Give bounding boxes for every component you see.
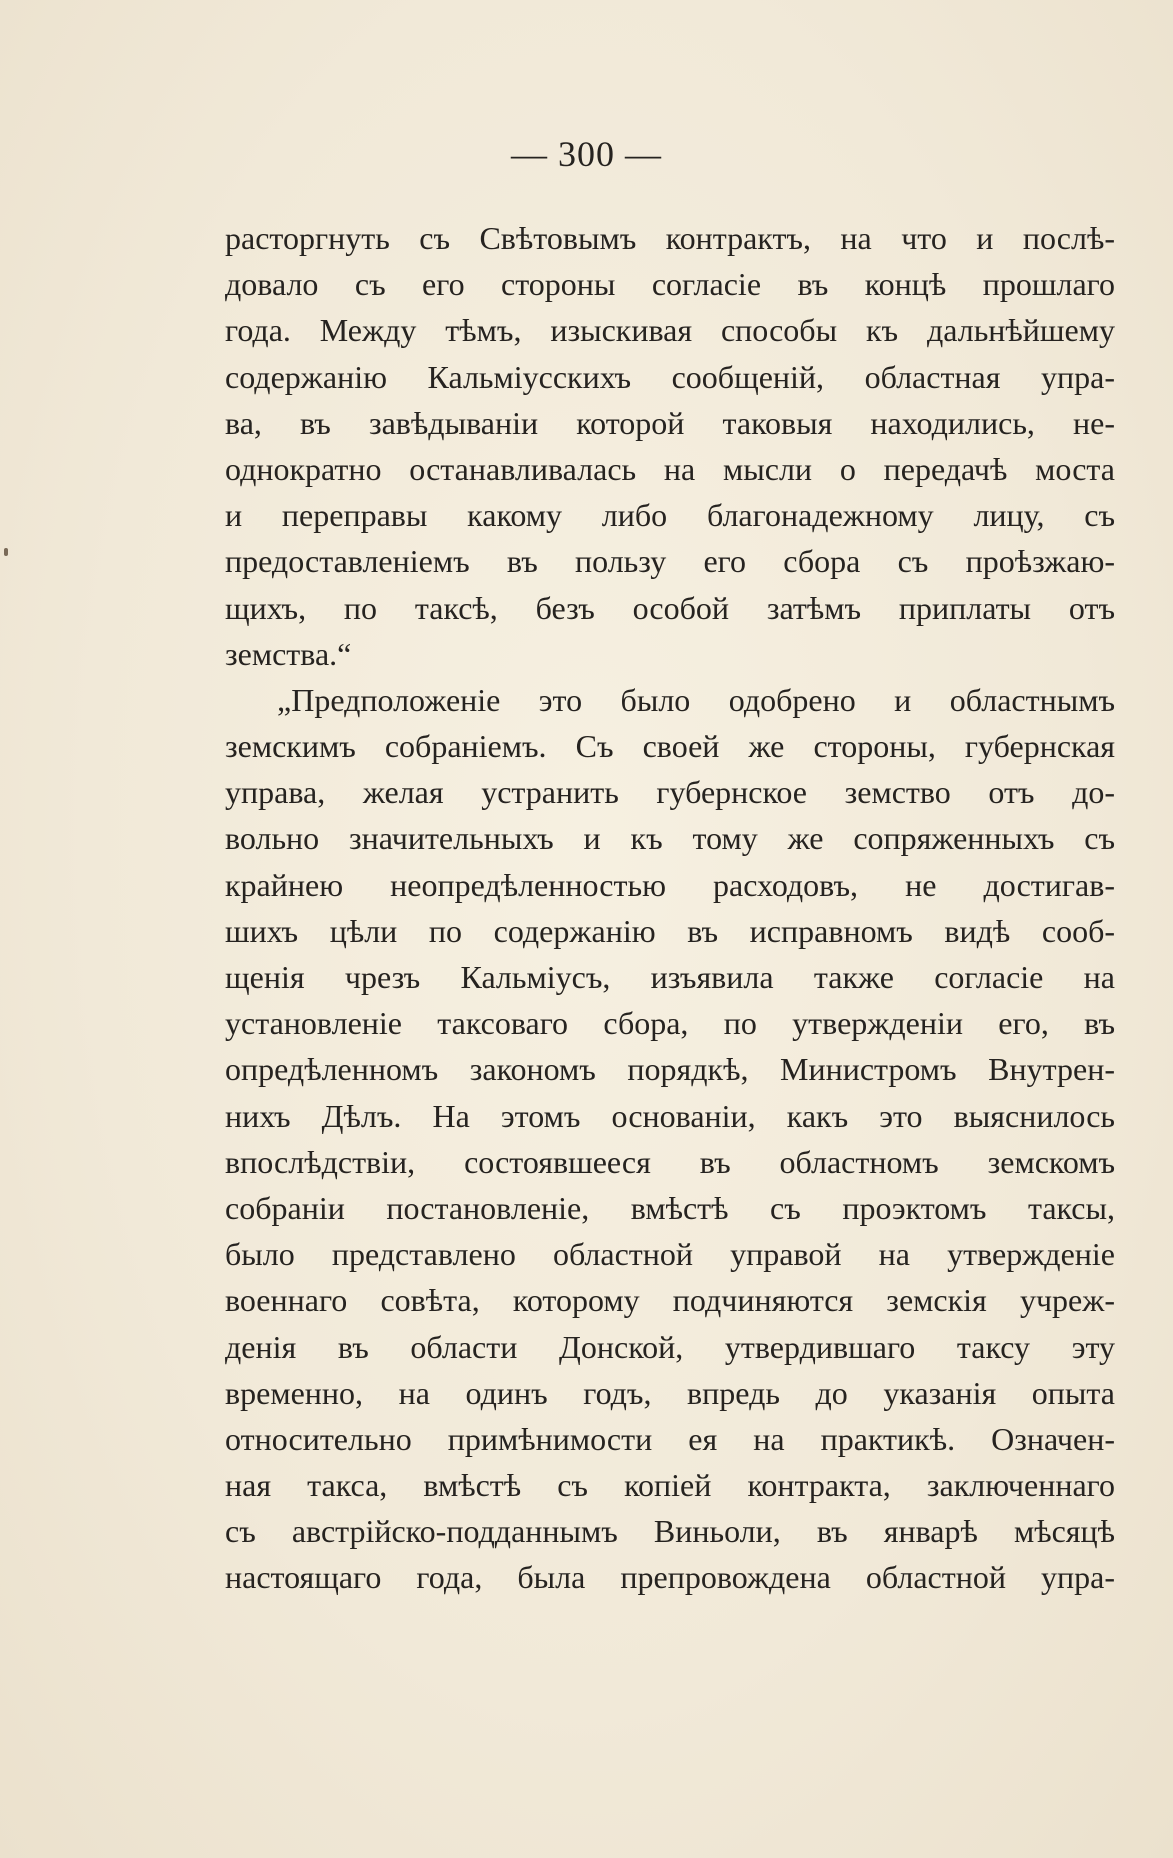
body-text [225,215,1115,1601]
text-line: съ австрійско-подданнымъ Виньоли, въ январѣ мѣсяцѣ [225,1513,1115,1550]
text-line: собраніи постановленіе, вмѣстѣ съ проэктомъ таксы, [225,1189,1115,1226]
page-number: — 300 — [511,134,662,174]
text-line: опредѣленномъ закономъ порядкѣ, Министромъ Внутрен- [225,1051,1115,1088]
text-line: земства.“ [225,635,352,672]
text-line: относительно примѣнимости ея на практикѣ. Означен- [225,1420,1115,1457]
text-line: ва, въ завѣдываніи которой таковыя находились, не- [225,404,1115,441]
text-line: щихъ, по таксѣ, безъ особой затѣмъ приплаты отъ [225,589,1115,626]
text-line: установленіе таксоваго сбора, по утвержденіи его, въ [225,1005,1115,1042]
text-line: года. Между тѣмъ, изыскивая способы къ дальнѣйшему [225,312,1115,349]
text-line: было представлено областной управой на утвержденіе [225,1236,1115,1273]
text-line: настоящаго года, была препровождена областной упра- [225,1559,1115,1596]
text-line: ная такса, вмѣстѣ съ копіей контракта, заключеннаго [225,1467,1115,1504]
text-line: содержанію Кальміусскихъ сообщеній, областная упра- [225,358,1115,395]
text-line: впослѣдствіи, состоявшееся въ областномъ земскомъ [225,1143,1115,1180]
text-line: довало съ его стороны согласіе въ концѣ прошлаго [225,266,1115,303]
text-line: щенія чрезъ Кальміусъ, изъявила также согласіе на [225,959,1115,995]
margin-speck [4,548,8,556]
text-line: предоставленіемъ въ пользу его сбора съ проѣзжаю- [225,543,1115,580]
text-line: „Предположеніе это было одобрено и областнымъ [277,681,1115,718]
text-line: и переправы какому либо благонадежному лицу, съ [225,497,1115,534]
text-line: управа, желая устранить губернское земство отъ до- [225,774,1115,811]
text-line: временно, на одинъ годъ, впредь до указанія опыта [225,1374,1115,1411]
text-line: шихъ цѣли по содержанію въ исправномъ видѣ сооб- [225,912,1115,949]
text-line: однократно останавливалась на мысли о передачѣ моста [225,450,1115,487]
text-line: денія въ области Донской, утвердившаго таксу эту [225,1328,1115,1365]
text-line: нихъ Дѣлъ. На этомъ основаніи, какъ это выяснилось [225,1097,1115,1134]
text-line: военнаго совѣта, которому подчиняются земскія учреж- [225,1282,1115,1319]
text-line: вольно значительныхъ и къ тому же сопряженныхъ съ [225,820,1115,857]
text-line: расторгнуть съ Свѣтовымъ контрактъ, на что и послѣ- [225,220,1115,256]
text-line: крайнею неопредѣленностью расходовъ, не достигав- [225,866,1115,903]
text-line: земскимъ собраніемъ. Съ своей же стороны, губернская [225,728,1115,765]
